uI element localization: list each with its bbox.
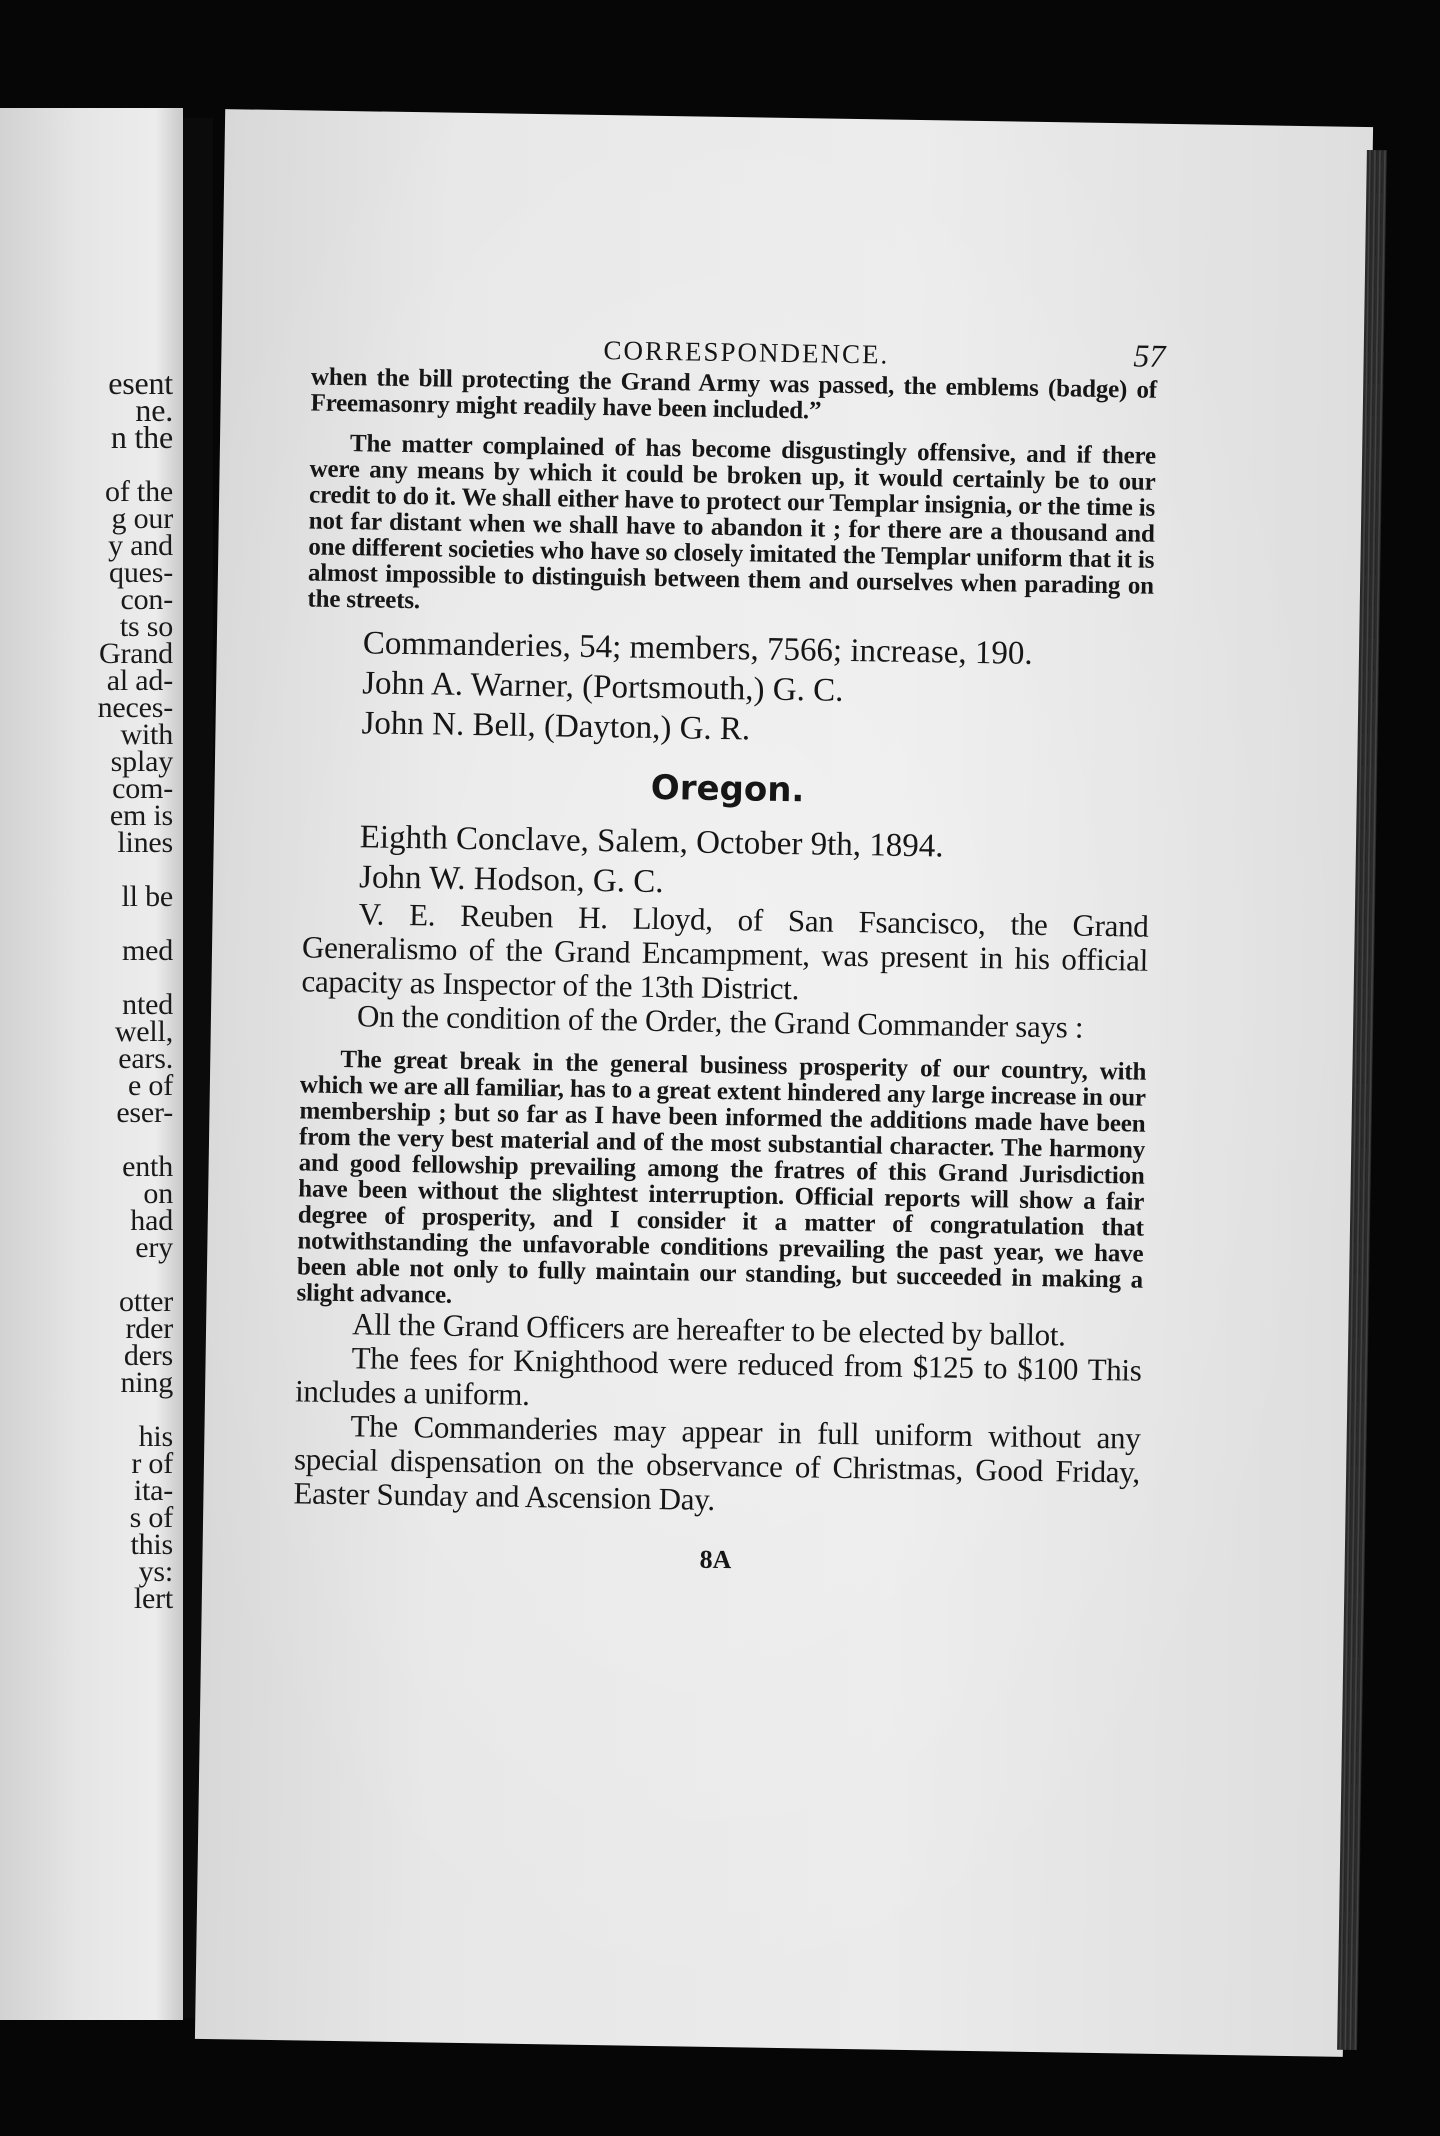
previous-page-line: ears. — [118, 1042, 173, 1075]
previous-page-line: med — [121, 934, 173, 967]
previous-page-line: em is — [109, 799, 173, 832]
previous-page-line — [98, 1396, 173, 1423]
previous-page-line — [98, 1126, 173, 1153]
previous-page-line — [98, 964, 173, 991]
previous-page-line: nted — [122, 988, 173, 1021]
paragraph-ballot: All the Grand Officers are hereafter to be elected by ballot. — [351, 1306, 1066, 1353]
previous-page-line: on — [143, 1177, 173, 1210]
previous-page-line: esent — [108, 365, 173, 401]
previous-page-line — [98, 910, 173, 937]
paragraph-condition: On the condition of the Order, the Grand Commander says : — [356, 998, 1084, 1045]
section-title-oregon: Oregon. — [650, 767, 805, 811]
previous-page-line: n the — [110, 419, 173, 455]
paragraph-uniform: The Commanderies may appear in full uniform without any special dispensation on the observance of Christmas, Good Friday, Easter Sunday and Ascension Day. — [293, 1408, 1141, 1517]
page-number: 57 — [1133, 337, 1166, 374]
ohio-grand-recorder: John N. Bell, (Dayton,) G. R. — [361, 705, 751, 748]
previous-page-line: ne. — [135, 392, 173, 428]
previous-page-line: e of — [127, 1069, 173, 1102]
quote-templar-insignia: The matter complained of has become disgustingly offensive, and if there were any means by which it could be broken up, it would certainly be to our credit to do it. We shall either have to protect our Templar insignia, or the time is not far distant when we shall have to abandon it ; for there are a thousand and one different societies who have so closely imitated the Templar uniform that it is almost impossible to distinguish between them and ourselves when parading on the streets. — [307, 430, 1157, 615]
previous-page-line: r of — [131, 1447, 173, 1480]
previous-page-text — [97, 365, 173, 1615]
oregon-conclave: Eighth Conclave, Salem, October 9th, 1894. — [359, 819, 944, 865]
book-page — [195, 109, 1373, 2057]
previous-page-line: ery — [135, 1231, 173, 1264]
oregon-grand-commander: John W. Hodson, G. C. — [358, 859, 664, 901]
previous-page-line: had — [130, 1204, 173, 1237]
previous-page-line: enth — [122, 1150, 173, 1183]
signature-mark: 8A — [699, 1544, 732, 1575]
previous-page-line: Grand — [99, 637, 173, 670]
previous-page-line: rder — [125, 1312, 173, 1345]
previous-page-line: otter — [119, 1285, 173, 1318]
previous-page-line: neces- — [97, 691, 173, 724]
previous-page-line: lines — [117, 826, 173, 859]
page-content — [292, 324, 1166, 1581]
previous-page-line: ll be — [121, 880, 173, 913]
previous-page-line: ts so — [119, 610, 173, 643]
previous-page-line: com- — [112, 772, 173, 805]
paragraph-lloyd: V. E. Reuben H. Lloyd, of San Fsancisco, the Grand Generalismo of the Grand Encampment, was present in his official capacity as Inspector of the 13th District. — [301, 896, 1149, 1007]
previous-page-line: s of — [129, 1501, 173, 1534]
running-head-title: CORRESPONDENCE. — [603, 335, 890, 370]
previous-page-line: of the — [105, 475, 173, 508]
previous-page-line: g our — [111, 502, 173, 535]
previous-page-line — [98, 451, 173, 478]
previous-page-line: ys: — [138, 1555, 173, 1588]
previous-page-line: this — [130, 1528, 173, 1561]
ohio-statistics: Commanderies, 54; members, 7566; increase, 190. — [362, 625, 1033, 672]
previous-page-line: eser- — [116, 1096, 173, 1129]
quote-condition: The great break in the general business prosperity of our country, with which we are all familiar, has to a great extent hindered any large increase in our membership ; but so far as I have been informed the additions made have been from the very best material and of the most substantial character. The harmony and good fellowship prevailing among the fratres of this Grand Jurisdiction have been without the slightest interruption. Official reports will show a fair degree of prosperity, and I consider it a matter of congratulation that notwithstanding the unfavorable conditions prevailing the past year, we have been able not only to fully maintain our standing, but succeeded in making a slight advance. — [296, 1046, 1147, 1309]
ohio-grand-commander: John A. Warner, (Portsmouth,) G. C. — [361, 665, 844, 709]
quote-continuation: when the bill protecting the Grand Army was passed, the emblems (badge) of Freemasonry might readily have been included.” — [310, 363, 1158, 425]
previous-page-line: his — [138, 1420, 173, 1453]
previous-page-line: con- — [120, 583, 173, 616]
previous-page-line: lert — [133, 1582, 173, 1615]
previous-page-line: y and — [108, 529, 173, 562]
previous-page-fragment — [0, 108, 183, 2020]
previous-page-line: al ad- — [106, 664, 173, 697]
previous-page-line: ita- — [133, 1474, 173, 1507]
previous-page-line: splay — [110, 745, 173, 778]
previous-page-line — [98, 856, 173, 883]
previous-page-line: well, — [114, 1015, 173, 1048]
previous-page-line — [98, 1261, 173, 1288]
previous-page-line: ders — [123, 1339, 173, 1372]
paragraph-fees: The fees for Knighthood were reduced from $125 to $100 This includes a uniform. — [294, 1340, 1142, 1413]
previous-page-line: ques- — [109, 556, 173, 589]
previous-page-line: with — [120, 718, 173, 751]
previous-page-line: ning — [120, 1366, 173, 1399]
